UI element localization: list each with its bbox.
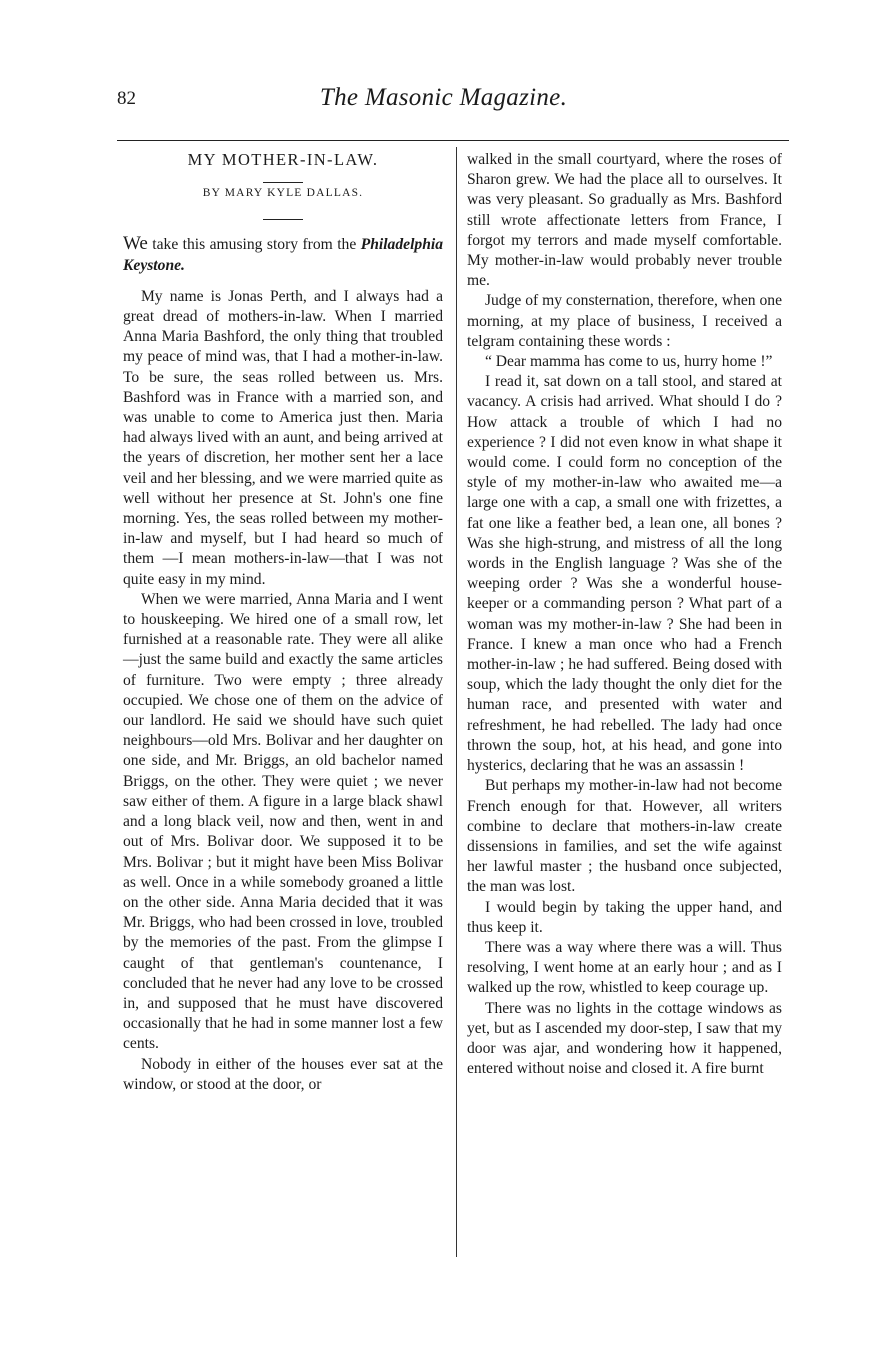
column-divider (456, 147, 457, 1257)
paragraph: When we were married, Anna Maria and I went to houskeeping. We hired one of a small row, let furnished at a reasonable rate. They were all alike—just the same build and exactly the same articles of furniture. Two were empty ; three already occupied. We chose one of them on the advice of our landlord. He said we should have such quiet neighbours—old Mrs. Bolivar and her daughter on one side, and Mr. Briggs, an old bachelor named Briggs, on the other. They were quiet ; we never saw either of them. A figure in a large black shawl and a long black veil, now and then, went in and out of Mrs. Bolivar door. We supposed it to be Mrs. Bolivar ; but it might have been Miss Bolivar as well. Once in a while somebody groaned a little on the other side. Anna Maria decided that it was Mr. Briggs, who had been crossed in love, troubled by the memories of the past. From the glimpse I caught of that gentleman's countenance, I concluded that he never had any love to be crossed in, and supposed that he must have discovered occasionally that he had in some manner lost a few cents. (123, 590, 443, 1053)
paragraph: But perhaps my mother-in-law had not become French enough for that. However, all writers combine to declare that mothers-in-law create dissensions in families, and set the wife against her lawful master ; the husband once subjected, the man was lost. (467, 777, 782, 896)
paragraph: There was a way where there was a will. Thus resolving, I went home at an early hour ; and as I walked up the row, whistled to keep courage up. (467, 938, 782, 997)
left-column (123, 150, 443, 1095)
intro-text: take this amusing story from the (147, 236, 361, 254)
right-column (467, 150, 782, 1079)
paragraph: Judge of my consternation, therefore, when one morning, at my place of business, I received a telgram containing these words : (467, 292, 782, 350)
paragraph: My name is Jonas Perth, and I always had a great dread of mothers-in-law. When I married Anna Maria Bashford, the only thing that troubled my peace of mind was, that I had a mother-in-law. To be sure, the seas rolled between us. Mrs. Bashford was in France with a married son, and was unable to come to America just then. Maria had always lived with an aunt, and being arrived at the years of discretion, her mother sent her a lace veil and her blessing, and we were married quite as well without her presence at St. John's one fine morning. Yes, the seas rolled between my mother-in-law and myself, but I had heard so much of them —I mean mothers-in-law—that I was not quite easy in my mind. (123, 287, 443, 588)
article-byline: BY MARY KYLE DALLAS. (202, 187, 364, 200)
paragraph: walked in the small courtyard, where the roses of Sharon grew. We had the place all to ourselves. It was very pleasant. So gradually as Mrs. Bashford still wrote affectionate letters from France, I forgot my terrors and made myself comfortable. My mother-in-law would probably never trouble me. (467, 151, 782, 290)
article-title: MY MOTHER-IN-LAW. (187, 150, 379, 169)
intro-lead: We (123, 233, 148, 255)
paragraph: “ Dear mamma has come to us, hurry home !” (484, 353, 773, 371)
intro-source: Philadelphia Keystone. (123, 236, 443, 274)
paragraph: Nobody in either of the houses ever sat at the window, or stood at the door, or (123, 1055, 443, 1093)
running-title: The Masonic Magazine. (319, 84, 568, 111)
header-rule (117, 140, 789, 141)
paragraph: I read it, sat down on a tall stool, and stared at vacancy. A crisis had arrived. What should I do ? How attack a trouble of which I had no experience ? I did not even know in what shape it would come. I could form no conception of the style of my mother-in-law who awaited me—a large one with a cap, a small one with frizettes, a fat one like a feather bed, a lean one, all bones ? Was she high-strung, and mistress of all the long words in the English language ? Was she of the weeping order ? Was she a wonderful house-keeper or a commanding person ? What part of a woman was my mother-in-law ? She had been in France. I knew a man once who had a French mother-in-law ; he had suffered. Being dosed with soup, which the lady thought the only diet for the human race, and presented with water and refreshment, he had rebelled. The lady had once thrown the soup, hot, at his head, and gone into hysterics, declaring that he was an assassin ! (467, 373, 782, 775)
byline-rule (263, 219, 303, 220)
page-header (0, 84, 887, 128)
intro-note (123, 234, 443, 275)
paragraph: There was no lights in the cottage windows as yet, but as I ascended my door-step, I saw that my door was ajar, and wondering how it happened, entered without noise and closed it. A fire burnt (467, 999, 782, 1078)
page-number: 82 (117, 88, 136, 109)
paragraph: I would begin by taking the upper hand, and thus keep it. (467, 898, 782, 936)
